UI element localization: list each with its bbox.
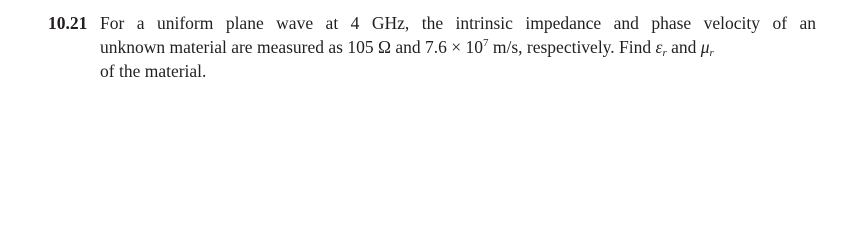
problem-number: 10.21 bbox=[48, 13, 88, 33]
mu-subscript: r bbox=[709, 47, 714, 59]
line-2-part-c: and bbox=[666, 37, 701, 57]
problem-10-21 bbox=[0, 11, 848, 91]
problem-line-1: For a uniform plane wave at 4 GHz, the intrinsic impedance and phase velocity of an bbox=[100, 13, 816, 33]
exponent: 7 bbox=[482, 37, 489, 49]
mu-symbol: μ bbox=[700, 37, 710, 57]
line-2-part-a: unknown material are measured as 105 Ω and 7.6 × 10 bbox=[100, 37, 483, 57]
problem-line-3: of the material. bbox=[100, 61, 207, 81]
epsilon-symbol: ε bbox=[655, 37, 663, 57]
problem-text bbox=[100, 11, 820, 83]
epsilon-subscript: r bbox=[662, 47, 667, 59]
line-2-part-b: m/s, respectively. Find bbox=[488, 37, 656, 57]
problem-line-2 bbox=[100, 35, 820, 59]
